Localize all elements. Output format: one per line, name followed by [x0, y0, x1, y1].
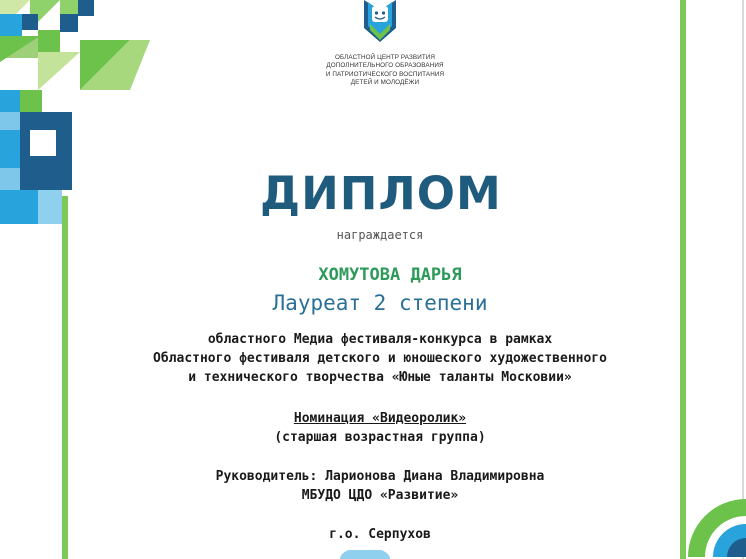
organization-name [300, 54, 470, 88]
description-line: Областного фестиваля детского и юношеского художественного [153, 351, 607, 366]
right-edge-line [742, 0, 744, 559]
organization-line: И ПАТРИОТИЧЕСКОГО ВОСПИТАНИЯ [325, 70, 445, 78]
leader-name: Руководитель: Ларионова Диана Владимировна [215, 469, 545, 484]
contest-description [60, 330, 700, 387]
organization-line: ОБЛАСТНОЙ ЦЕНТР РАЗВИТИЯ [334, 54, 436, 61]
award-degree: Лауреат 2 степени [272, 291, 488, 315]
nomination-title: Номинация «Видеоролик» [293, 411, 467, 426]
age-group: (старшая возрастная группа) [274, 430, 486, 445]
institution-name: МБУДО ЦДО «Развитие» [301, 488, 459, 503]
nomination-block [180, 409, 580, 447]
diploma-title: ДИПЛОМ [260, 167, 502, 220]
leader-block [100, 467, 660, 505]
corner-decoration-bottom-right [686, 494, 746, 559]
organization-line: ДЕТЕЙ И МОЛОДЁЖИ [350, 79, 420, 87]
city-name: г.о. Серпухов [329, 527, 431, 542]
recipient-name: ХОМУТОВА ДАРЬЯ [318, 265, 462, 285]
child-face-logo-icon [360, 0, 400, 44]
description-line: и технического творчества «Юные таланты Московии» [188, 370, 572, 385]
right-vertical-line [680, 0, 686, 559]
description-line: областного Медиа фестиваля-конкурса в рамках [207, 332, 553, 347]
awarded-caption: награждается [336, 228, 424, 242]
bottom-arc-decoration [340, 550, 390, 559]
corner-decoration-top-left [0, 0, 170, 230]
organization-line: ДОПОЛНИТЕЛЬНОГО ОБРАЗОВАНИЯ [326, 62, 444, 70]
